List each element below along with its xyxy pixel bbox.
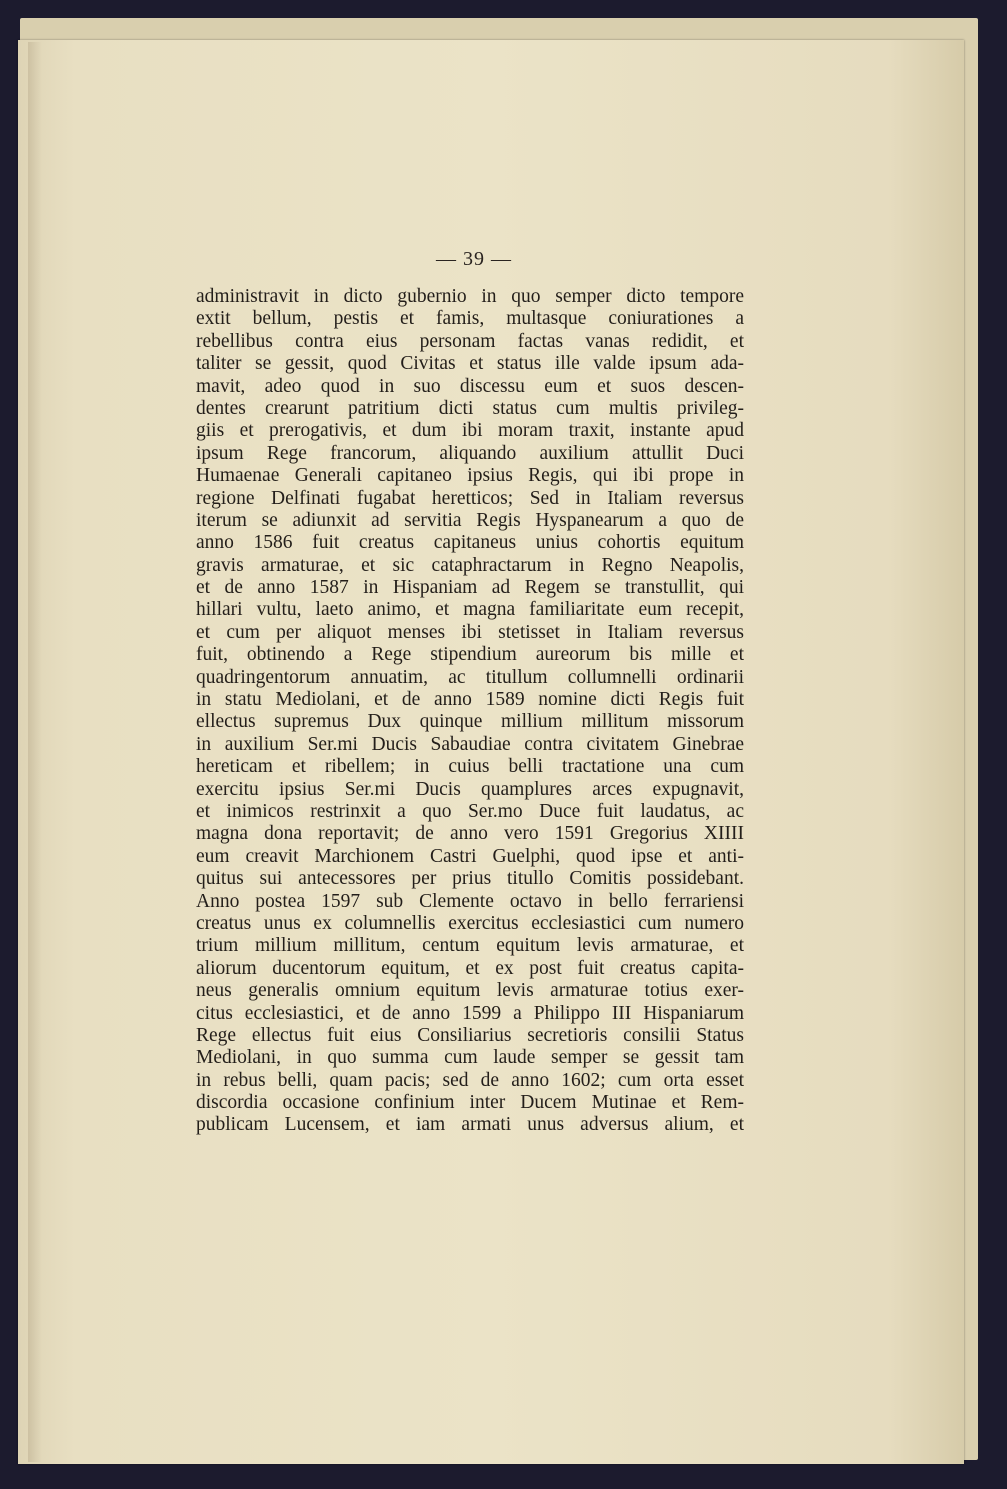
- text-line: et inimicos restrinxit a quo Ser.mo Duce fuit laudatus, ac: [196, 800, 744, 822]
- text-line: eum creavit Marchionem Castri Guelphi, quod ipse et anti-: [196, 845, 744, 867]
- text-line: neus generalis omnium equitum levis armaturae totius exer-: [196, 980, 744, 1002]
- page-gutter-shadow: [28, 42, 42, 1462]
- text-line: ellectus supremus Dux quinque millium millitum missorum: [196, 711, 744, 733]
- text-line: quitus sui antecessores per prius titullo Comitis possidebant.: [196, 868, 744, 890]
- text-line: fuit, obtinendo a Rege stipendium aureorum bis mille et: [196, 644, 744, 666]
- text-line: et de anno 1587 in Hispaniam ad Regem se transtullit, qui: [196, 577, 744, 599]
- text-line: gravis armaturae, et sic cataphractarum in Regno Neapolis,: [196, 554, 744, 576]
- text-line: citus ecclesiastici, et de anno 1599 a Philippo III Hispaniarum: [196, 1002, 744, 1024]
- text-line: in statu Mediolani, et de anno 1589 nomine dicti Regis fuit: [196, 689, 744, 711]
- text-line: administravit in dicto gubernio in quo semper dicto tempore: [196, 286, 744, 307]
- text-line: hereticam et ribellem; in cuius belli tractatione una cum: [196, 756, 744, 778]
- text-line: regione Delfinati fugabat heretticos; Sed in Italiam reversus: [196, 487, 744, 509]
- text-line: discordia occasione confinium inter Ducem Mutinae et Rem-: [196, 1092, 744, 1114]
- text-line: giis et prerogativis, et dum ibi moram traxit, instante apud: [196, 420, 744, 442]
- text-line: Rege ellectus fuit eius Consiliarius secretioris consilii Status: [196, 1024, 744, 1046]
- text-line: Mediolani, in quo summa cum laude semper se gessit tam: [196, 1047, 744, 1069]
- text-line: Anno postea 1597 sub Clemente octavo in bello ferrariensi: [196, 890, 744, 912]
- text-line: quadringentorum annuatim, ac titullum collumnelli ordinarii: [196, 666, 744, 688]
- text-line: dentes crearunt patritium dicti status cum multis privileg-: [196, 397, 744, 419]
- text-line: anno 1586 fuit creatus capitaneus unius cohortis equitum: [196, 532, 744, 554]
- text-line: trium millium millitum, centum equitum levis armaturae, et: [196, 935, 744, 957]
- text-line: magna dona reportavit; de anno vero 1591 Gregorius XIIII: [196, 823, 744, 845]
- text-line: et cum per aliquot menses ibi stetisset in Italiam reversus: [196, 621, 744, 643]
- text-line: iterum se adiunxit ad servitia Regis Hyspanearum a quo de: [196, 509, 744, 531]
- text-line: mavit, adeo quod in suo discessu eum et suos descen-: [196, 375, 744, 397]
- text-line: ipsum Rege francorum, aliquando auxilium attullit Duci: [196, 442, 744, 464]
- text-line: hillari vultu, laeto animo, et magna familiaritate eum recepit,: [196, 599, 744, 621]
- body-text: [196, 286, 744, 1137]
- text-line: creatus unus ex columnellis exercitus ecclesiastici cum numero: [196, 912, 744, 934]
- text-line: aliorum ducentorum equitum, et ex post fuit creatus capita-: [196, 957, 744, 979]
- text-line: exercitu ipsius Ser.mi Ducis quamplures arces expugnavit,: [196, 778, 744, 800]
- page-number: — 39 —: [436, 248, 512, 270]
- text-line: Humaenae Generali capitaneo ipsius Regis, qui ibi prope in: [196, 465, 744, 487]
- text-line: in rebus belli, quam pacis; sed de anno 1602; cum orta esset: [196, 1069, 744, 1091]
- book-page: [18, 40, 964, 1464]
- text-line: publicam Lucensem, et iam armati unus adversus alium, et: [196, 1114, 744, 1136]
- text-line: in auxilium Ser.mi Ducis Sabaudiae contra civitatem Ginebrae: [196, 733, 744, 755]
- text-line: rebellibus contra eius personam factas vanas redidit, et: [196, 330, 744, 352]
- text-line: taliter se gessit, quod Civitas et status ille valde ipsum ada-: [196, 353, 744, 375]
- text-line: extit bellum, pestis et famis, multasque coniurationes a: [196, 308, 744, 330]
